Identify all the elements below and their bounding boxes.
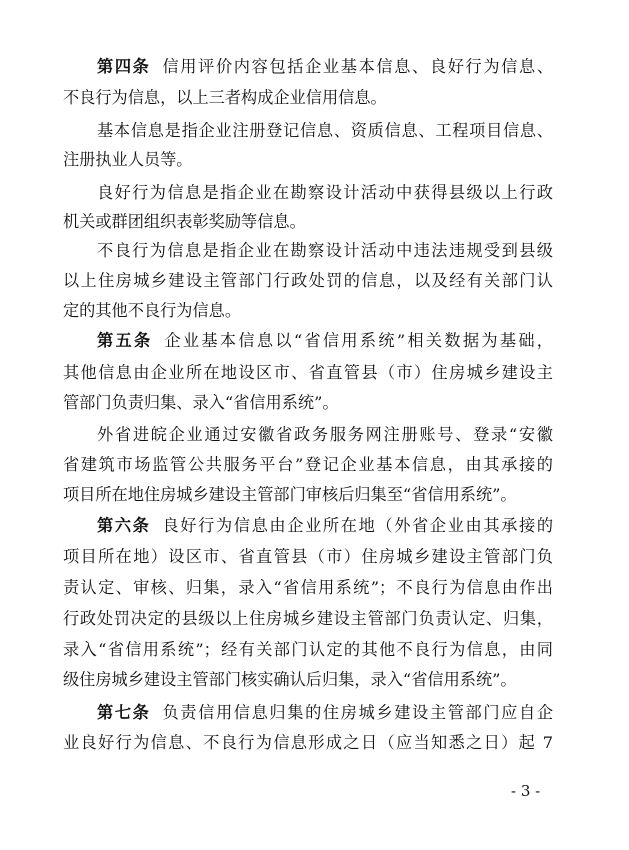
article-6-line-2: 项目所在地）设区市、省直管县（市）住房城乡建设主管部门负	[63, 547, 553, 566]
article-4-para-4-line-2: 以上住房城乡建设主管部门行政处罚的信息，以及经有关部门认	[63, 271, 553, 290]
article-4-para-4-line-1: 不良行为信息是指企业在勘察设计活动中违法违规受到县级	[97, 241, 553, 260]
article-5-line-1: 第五条 企业基本信息以“省信用系统”相关数据为基础，	[97, 331, 553, 350]
article-5-para-2-line-1: 外省进皖企业通过安徽省政务服务网注册账号、登录“安徽	[97, 425, 553, 444]
article-7-line-2: 业良好行为信息、不良行为信息形成之日（应当知悉之日）起 7	[63, 733, 553, 752]
article-5-line-2: 其他信息由企业所在地设区市、省直管县（市）住房城乡建设主	[63, 363, 553, 382]
article-4-heading: 第四条	[97, 57, 151, 76]
article-4-para-3-line-1: 良好行为信息是指企业在勘察设计活动中获得县级以上行政	[97, 183, 553, 202]
article-6-line-3: 责认定、审核、归集，录入“省信用系统”；不良行为信息由作出	[63, 578, 553, 597]
article-4-line-2: 不良行为信息，以上三者构成企业信用信息。	[63, 88, 387, 107]
article-6-line-5: 录入“省信用系统”；经有关部门认定的其他不良行为信息，由同	[63, 640, 553, 659]
article-5-line-3: 管部门负责归集、录入“省信用系统”。	[63, 393, 339, 412]
page-number: - 3 -	[511, 782, 541, 800]
article-6-line-1: 第六条 良好行为信息由企业所在地（外省企业由其承接的	[97, 516, 554, 535]
article-7-heading: 第七条	[97, 703, 151, 722]
article-5-para-2-line-2: 省建筑市场监管公共服务平台”登记企业基本信息，由其承接的	[63, 455, 553, 474]
article-4-para-2-line-1: 基本信息是指企业注册登记信息、资质信息、工程项目信息、	[97, 121, 553, 140]
article-4-para-3-line-2: 机关或群团组织表彰奖励等信息。	[63, 212, 306, 231]
article-4-para-4-line-3: 定的其他不良行为信息。	[63, 301, 242, 320]
article-7-line-1: 第七条 负责信用信息归集的住房城乡建设主管部门应自企	[97, 703, 554, 722]
article-5-para-2-line-3: 项目所在地住房城乡建设主管部门审核后归集至“省信用系统”。	[63, 485, 517, 504]
article-5-heading: 第五条	[97, 331, 153, 350]
article-4-para-2-line-2: 注册执业人员等。	[63, 150, 193, 169]
article-6-heading: 第六条	[97, 516, 151, 535]
article-6-line-6: 级住房城乡建设主管部门核实确认后归集，录入“省信用系统”。	[63, 670, 517, 689]
article-6-line-4: 行政处罚决定的县级以上住房城乡建设主管部门负责认定、归集，	[63, 609, 553, 628]
article-4-line-1: 第四条 信用评价内容包括企业基本信息、良好行为信息、	[97, 57, 554, 76]
